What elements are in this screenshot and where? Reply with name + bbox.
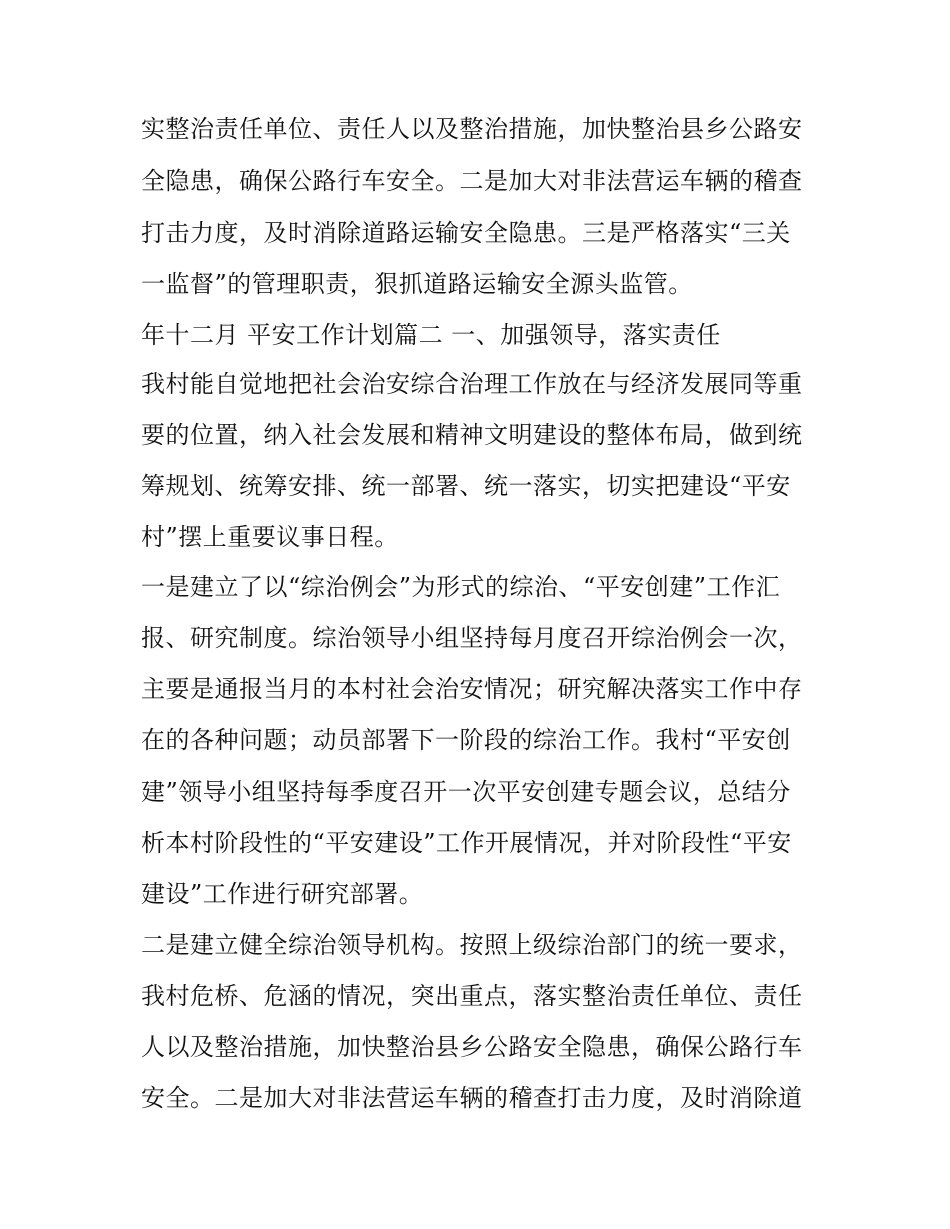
text-line: 我村危桥、危涵的情况，突出重点，落实整治责任单位、责任 — [141, 982, 803, 1010]
text-line: 建”领导小组坚持每季度召开一次平安创建专题会议，总结分 — [141, 778, 791, 806]
text-line: 筹规划、统筹安排、统一部署、统一落实，切实把建设“平安 — [141, 472, 791, 500]
text-line: 一是建立了以“综治例会”为形式的综治、“平安创建”工作汇 — [141, 573, 781, 601]
text-line: 安全。二是加大对非法营运车辆的稽查打击力度，及时消除道 — [141, 1084, 803, 1112]
text-line: 人以及整治措施，加快整治县乡公路安全隐患，确保公路行车 — [141, 1033, 803, 1061]
section-heading: 年十二月 平安工作计划篇二 一、加强领导，落实责任 — [141, 321, 721, 349]
text-line: 在的各种问题；动员部署下一阶段的综治工作。我村“平安创 — [141, 726, 791, 754]
text-line: 打击力度，及时消除道路运输安全隐患。三是严格落实“三关 — [141, 219, 791, 247]
text-line: 主要是通报当月的本村社会治安情况；研究解决落实工作中存 — [141, 675, 803, 703]
text-line: 村”摆上重要议事日程。 — [141, 523, 399, 551]
text-line: 实整治责任单位、责任人以及整治措施，加快整治县乡公路安 — [141, 115, 803, 143]
text-line: 全隐患，确保公路行车安全。二是加大对非法营运车辆的稽查 — [141, 167, 803, 195]
text-line: 一监督”的管理职责，狠抓道路运输安全源头监管。 — [141, 270, 693, 298]
text-line: 我村能自觉地把社会治安综合治理工作放在与经济发展同等重 — [141, 370, 803, 398]
text-line: 建设”工作进行研究部署。 — [141, 880, 424, 908]
text-line: 二是建立健全综治领导机构。按照上级综治部门的统一要求， — [141, 931, 803, 959]
text-line: 报、研究制度。综治领导小组坚持每月度召开综治例会一次， — [141, 624, 803, 652]
text-line: 析本村阶段性的“平安建设”工作开展情况，并对阶段性“平安 — [141, 829, 792, 857]
text-line: 要的位置，纳入社会发展和精神文明建设的整体布局，做到统 — [141, 421, 803, 449]
